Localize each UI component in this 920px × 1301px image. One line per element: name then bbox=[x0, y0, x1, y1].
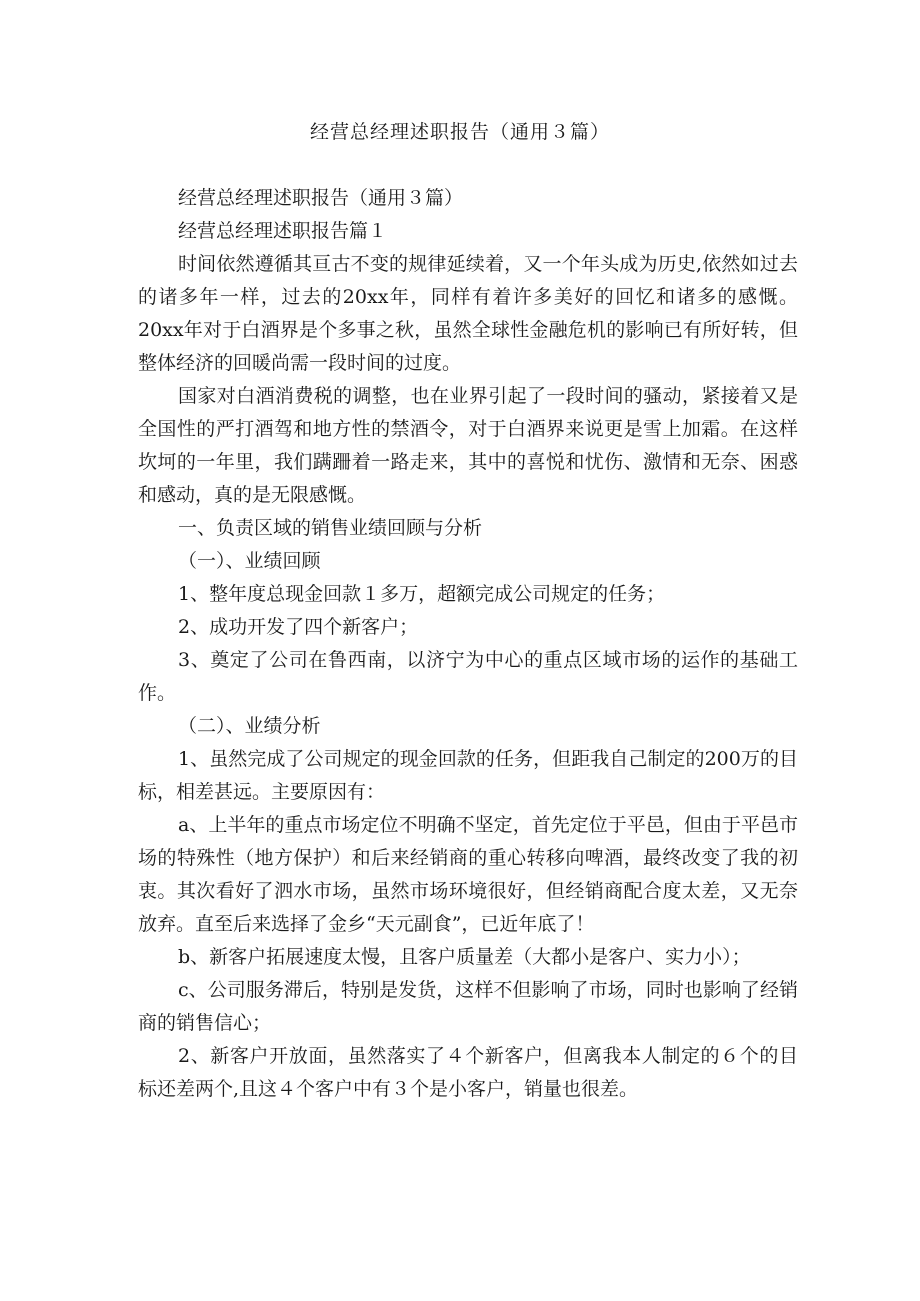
list-item: 1、虽然完成了公司规定的现金回款的任务，但距我自己制定的200万的目标，相差甚远。主要原因有： bbox=[138, 748, 798, 803]
section-heading-part-1: 经营总经理述职报告篇１ bbox=[178, 220, 388, 242]
list-item: 1、整年度总现金回款１多万，超额完成公司规定的任务； bbox=[178, 583, 666, 605]
subheading-performance-review: （一）、业绩回顾 bbox=[178, 550, 321, 572]
list-item: c、公司服务滞后，特别是发货，这样不但影响了市场，同时也影响了经销商的销售信心； bbox=[138, 979, 798, 1034]
heading-sales-review: 一、负责区域的销售业绩回顾与分析 bbox=[178, 517, 483, 539]
list-item: b、新客户拓展速度太慢，且客户质量差（大都小是客户、实力小）； bbox=[178, 946, 751, 968]
subheading-performance-analysis: （二）、业绩分析 bbox=[178, 715, 321, 737]
list-item: 2、成功开发了四个新客户； bbox=[178, 616, 419, 638]
list-item: 2、新客户开放面，虽然落实了４个新客户，但离我本人制定的６个的目标还差两个,且这４个客户中有３个是小客户，销量也很差。 bbox=[138, 1045, 798, 1100]
list-item: 3、奠定了公司在鲁西南，以济宁为中心的重点区域市场的运作的基础工作。 bbox=[138, 649, 798, 704]
document-title: 经营总经理述职报告（通用３篇） bbox=[309, 121, 610, 143]
paragraph-context: 国家对白酒消费税的调整，也在业界引起了一段时间的骚动，紧接着又是全国性的严打酒驾和地方性的禁酒令，对于白酒界来说更是雪上加霜。在这样坎坷的一年里，我们蹒跚着一路走来，其中的喜悦和忧伤、激情和无奈、困惑和感动，真的是无限感慨。 bbox=[138, 385, 798, 506]
list-item: a、上半年的重点市场定位不明确不坚定，首先定位于平邑，但由于平邑市场的特殊性（地方保护）和后来经销商的重心转移向啤酒，最终改变了我的初衷。其次看好了泗水市场，虽然市场环境很好，但经销商配合度太差，又无奈放弃。直至后来选择了金乡“天元副食”，已近年底了！ bbox=[138, 814, 798, 935]
subtitle-heading: 经营总经理述职报告（通用３篇） bbox=[178, 187, 464, 209]
paragraph-intro: 时间依然遵循其亘古不变的规律延续着，又一个年头成为历史,依然如过去的诸多年一样，过去的20xx年，同样有着许多美好的回忆和诸多的感慨。20xx年对于白酒界是个多事之秋，虽然全球性金融危机的影响已有所好转，但整体经济的回暖尚需一段时间的过度。 bbox=[138, 253, 798, 374]
document-body bbox=[138, 182, 798, 1106]
